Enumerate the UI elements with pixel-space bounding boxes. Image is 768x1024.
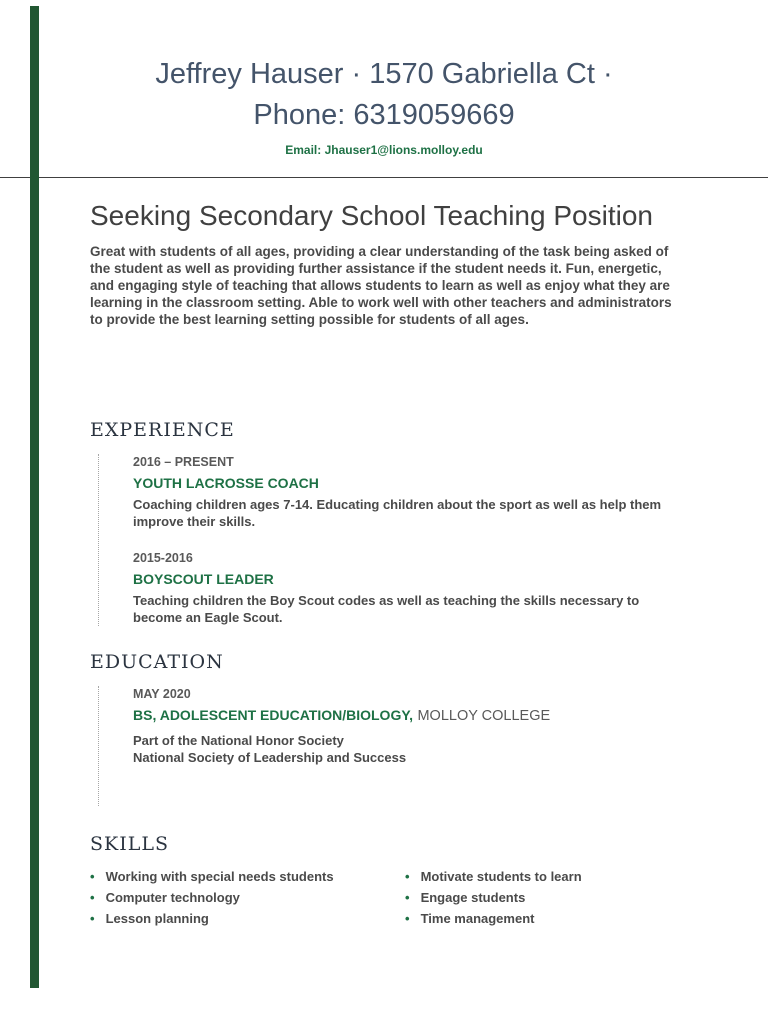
education-note: National Society of Leadership and Success: [133, 750, 407, 765]
degree-line: [133, 706, 682, 726]
skill-label: Lesson planning: [105, 911, 209, 926]
skill-item: [90, 870, 405, 884]
education-note: Part of the National Honor Society: [133, 733, 344, 748]
school-name: MOLLOY COLLEGE: [417, 708, 551, 724]
skills-list-right: [405, 870, 582, 933]
entry-description: Coaching children ages 7-14. Educating children about the sport as well as help them improve their skills.: [133, 497, 662, 529]
skill-label: Working with special needs students: [105, 869, 334, 884]
name-heading: Jeffrey Hauser · 1570 Gabriella Ct ·: [155, 58, 613, 90]
entry-title: BOYSCOUT LEADER: [133, 571, 274, 587]
skill-item: [90, 891, 405, 905]
skills-list-left: [90, 870, 405, 933]
objective-title: Seeking Secondary School Teaching Position: [90, 200, 653, 231]
degree-title: BS, ADOLESCENT EDUCATION/BIOLOGY,: [133, 707, 414, 723]
bullet-icon: •: [405, 911, 410, 926]
entry-dates: 2016 – PRESENT: [133, 455, 234, 469]
skill-item: [405, 870, 582, 884]
objective-text: Great with students of all ages, providing a clear understanding of the task being asked of the student as well as providing further assistance if the student needs it. Fun, energetic, and engaging style of teaching that allows students to learn as well as enjoy what they are learning in the classroom setting. Able to work well with other teachers and administrators to provide the best learning setting possible for students of all ages.: [90, 244, 672, 327]
skill-label: Time management: [420, 911, 535, 926]
bullet-icon: •: [90, 911, 95, 926]
section-heading-education: EDUCATION: [90, 651, 224, 673]
experience-entry: [133, 454, 682, 530]
experience-entry: [133, 550, 682, 626]
skill-item: [405, 891, 582, 905]
accent-bar: [30, 6, 39, 988]
skill-item: [405, 912, 582, 926]
skill-item: [90, 912, 405, 926]
education-entries: [98, 686, 682, 806]
skill-label: Motivate students to learn: [420, 869, 582, 884]
section-heading-skills: SKILLS: [90, 833, 169, 855]
resume-body: [90, 198, 682, 933]
education-entry: [133, 686, 682, 766]
entry-dates: MAY 2020: [133, 687, 191, 701]
entry-dates: 2015-2016: [133, 551, 193, 565]
skills-columns: [90, 870, 682, 933]
section-heading-experience: EXPERIENCE: [90, 419, 235, 441]
header-divider: [0, 177, 768, 178]
skill-label: Computer technology: [105, 890, 240, 905]
experience-entries: [98, 454, 682, 626]
bullet-icon: •: [90, 890, 95, 905]
phone-line: Phone: 6319059669: [253, 99, 515, 131]
skill-label: Engage students: [420, 890, 526, 905]
entry-description: Teaching children the Boy Scout codes as well as teaching the skills necessary to become an Eagle Scout.: [133, 593, 640, 625]
resume-header: [0, 0, 768, 157]
entry-title: YOUTH LACROSSE COACH: [133, 475, 319, 491]
bullet-icon: •: [405, 869, 410, 884]
bullet-icon: •: [90, 869, 95, 884]
bullet-icon: •: [405, 890, 410, 905]
email-line: Email: Jhauser1@lions.molloy.edu: [285, 143, 483, 157]
